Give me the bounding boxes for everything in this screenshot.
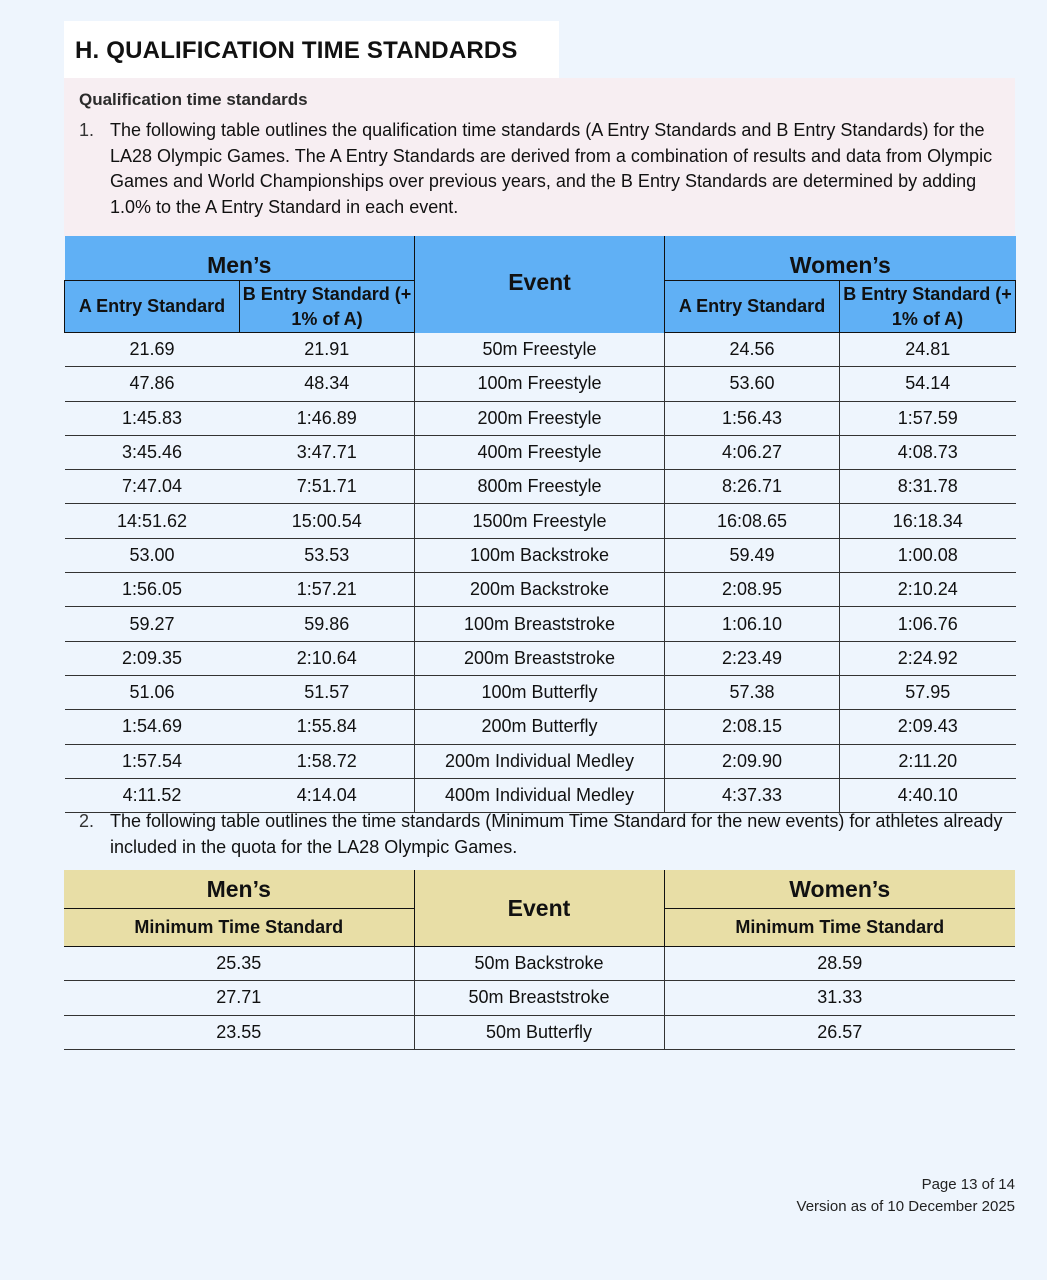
- men-min-header: Minimum Time Standard: [64, 909, 414, 947]
- men-b-entry-header: B Entry Standard (+ 1% of A): [240, 281, 415, 333]
- mens-header: Men’s: [65, 236, 415, 281]
- women-a-entry-cell: 59.49: [665, 538, 840, 572]
- men-b-entry-cell: 7:51.71: [240, 470, 415, 504]
- event-cell: 200m Freestyle: [415, 401, 665, 435]
- women-min-cell: 28.59: [664, 947, 1015, 981]
- women-b-entry-cell: 54.14: [840, 367, 1016, 401]
- women-a-entry-cell: 4:37.33: [665, 778, 840, 812]
- women-a-entry-cell: 2:23.49: [665, 641, 840, 675]
- event-cell: 100m Breaststroke: [415, 607, 665, 641]
- table-row: [65, 538, 1016, 572]
- men-a-entry-cell: 1:56.05: [65, 573, 240, 607]
- women-b-entry-cell: 1:57.59: [840, 401, 1016, 435]
- table-row: [65, 504, 1016, 538]
- women-b-entry-cell: 16:18.34: [840, 504, 1016, 538]
- table-row: [65, 607, 1016, 641]
- event-cell: 50m Butterfly: [414, 1015, 664, 1049]
- men-a-entry-cell: 3:45.46: [65, 435, 240, 469]
- men-b-entry-cell: 1:58.72: [240, 744, 415, 778]
- men-b-entry-cell: 59.86: [240, 607, 415, 641]
- table-row: [65, 367, 1016, 401]
- women-a-entry-cell: 16:08.65: [665, 504, 840, 538]
- minimum-time-standards-table: [64, 870, 1015, 1050]
- men-a-entry-cell: 1:54.69: [65, 710, 240, 744]
- women-a-entry-cell: 53.60: [665, 367, 840, 401]
- women-a-entry-cell: 4:06.27: [665, 435, 840, 469]
- women-a-entry-cell: 24.56: [665, 333, 840, 367]
- event-cell: 800m Freestyle: [415, 470, 665, 504]
- intro-block: [64, 78, 1015, 236]
- women-b-entry-cell: 57.95: [840, 675, 1016, 709]
- mens-header: Men’s: [64, 870, 414, 909]
- womens-header: Women’s: [665, 236, 1016, 281]
- women-a-entry-cell: 57.38: [665, 675, 840, 709]
- men-a-entry-cell: 7:47.04: [65, 470, 240, 504]
- men-a-entry-cell: 14:51.62: [65, 504, 240, 538]
- event-cell: 100m Backstroke: [415, 538, 665, 572]
- womens-header: Women’s: [664, 870, 1015, 909]
- event-cell: 50m Backstroke: [414, 947, 664, 981]
- women-a-entry-header: A Entry Standard: [665, 281, 840, 333]
- men-b-entry-cell: 4:14.04: [240, 778, 415, 812]
- men-a-entry-cell: 1:57.54: [65, 744, 240, 778]
- men-a-entry-cell: 59.27: [65, 607, 240, 641]
- men-a-entry-cell: 53.00: [65, 538, 240, 572]
- women-b-entry-cell: 1:00.08: [840, 538, 1016, 572]
- men-b-entry-cell: 51.57: [240, 675, 415, 709]
- qualification-standards-table: [64, 236, 1016, 813]
- event-header: Event: [415, 236, 665, 333]
- men-b-entry-cell: 48.34: [240, 367, 415, 401]
- women-b-entry-cell: 1:06.76: [840, 607, 1016, 641]
- men-a-entry-cell: 1:45.83: [65, 401, 240, 435]
- men-min-cell: 27.71: [64, 981, 414, 1015]
- women-min-header: Minimum Time Standard: [664, 909, 1015, 947]
- women-a-entry-cell: 2:08.15: [665, 710, 840, 744]
- event-cell: 200m Backstroke: [415, 573, 665, 607]
- table-row: [64, 981, 1015, 1015]
- women-min-cell: 31.33: [664, 981, 1015, 1015]
- women-b-entry-cell: 24.81: [840, 333, 1016, 367]
- men-a-entry-cell: 4:11.52: [65, 778, 240, 812]
- table-row: [65, 401, 1016, 435]
- table-row: [65, 744, 1016, 778]
- paragraph-1: [79, 118, 1000, 220]
- women-b-entry-header: B Entry Standard (+ 1% of A): [840, 281, 1016, 333]
- men-b-entry-cell: 53.53: [240, 538, 415, 572]
- men-b-entry-cell: 1:55.84: [240, 710, 415, 744]
- men-min-cell: 23.55: [64, 1015, 414, 1049]
- table-row: [65, 573, 1016, 607]
- event-cell: 200m Butterfly: [415, 710, 665, 744]
- men-a-entry-cell: 47.86: [65, 367, 240, 401]
- men-b-entry-cell: 3:47.71: [240, 435, 415, 469]
- women-a-entry-cell: 1:06.10: [665, 607, 840, 641]
- page-footer: [797, 1174, 1015, 1218]
- event-cell: 400m Individual Medley: [415, 778, 665, 812]
- table-row: [65, 641, 1016, 675]
- paragraph-number: 1.: [79, 120, 95, 140]
- paragraph-2: [79, 809, 1009, 860]
- women-b-entry-cell: 2:09.43: [840, 710, 1016, 744]
- event-cell: 100m Butterfly: [415, 675, 665, 709]
- women-b-entry-cell: 2:11.20: [840, 744, 1016, 778]
- men-a-entry-header: A Entry Standard: [65, 281, 240, 333]
- table-row: [65, 778, 1016, 812]
- men-b-entry-cell: 15:00.54: [240, 504, 415, 538]
- men-a-entry-cell: 21.69: [65, 333, 240, 367]
- women-b-entry-cell: 8:31.78: [840, 470, 1016, 504]
- men-b-entry-cell: 1:57.21: [240, 573, 415, 607]
- women-a-entry-cell: 2:09.90: [665, 744, 840, 778]
- subheading: Qualification time standards: [79, 90, 308, 109]
- men-a-entry-cell: 51.06: [65, 675, 240, 709]
- women-min-cell: 26.57: [664, 1015, 1015, 1049]
- men-b-entry-cell: 1:46.89: [240, 401, 415, 435]
- women-a-entry-cell: 1:56.43: [665, 401, 840, 435]
- men-a-entry-cell: 2:09.35: [65, 641, 240, 675]
- event-cell: 100m Freestyle: [415, 367, 665, 401]
- section-title: H. QUALIFICATION TIME STANDARDS: [64, 21, 559, 78]
- paragraph-number: 2.: [79, 811, 95, 831]
- page-number: Page 13 of 14: [921, 1176, 1015, 1193]
- paragraph-text: The following table outlines the time standards (Minimum Time Standard for the new events) for athletes already included in the quota for the LA28 Olympic Games.: [110, 811, 1003, 857]
- women-b-entry-cell: 4:08.73: [840, 435, 1016, 469]
- table-row: [65, 710, 1016, 744]
- event-header: Event: [414, 870, 664, 947]
- men-b-entry-cell: 2:10.64: [240, 641, 415, 675]
- event-cell: 1500m Freestyle: [415, 504, 665, 538]
- event-cell: 50m Breaststroke: [414, 981, 664, 1015]
- event-cell: 50m Freestyle: [415, 333, 665, 367]
- table-row: [65, 435, 1016, 469]
- version-date: Version as of 10 December 2025: [796, 1198, 1015, 1215]
- women-b-entry-cell: 2:24.92: [840, 641, 1016, 675]
- men-min-cell: 25.35: [64, 947, 414, 981]
- women-b-entry-cell: 2:10.24: [840, 573, 1016, 607]
- table-row: [64, 1015, 1015, 1049]
- event-cell: 200m Individual Medley: [415, 744, 665, 778]
- paragraph-text: The following table outlines the qualification time standards (A Entry Standards and B Entry Standards) for the LA28 Olympic Games. The A Entry Standards are derived from a combination of results and data from Olympic Games and World Championships over previous years, and the B Entry Standards are determined by adding 1.0% to the A Entry Standard in each event.: [110, 120, 993, 217]
- table-row: [65, 470, 1016, 504]
- event-cell: 200m Breaststroke: [415, 641, 665, 675]
- women-b-entry-cell: 4:40.10: [840, 778, 1016, 812]
- table-row: [65, 675, 1016, 709]
- table-row: [65, 333, 1016, 367]
- table-row: [64, 947, 1015, 981]
- men-b-entry-cell: 21.91: [240, 333, 415, 367]
- women-a-entry-cell: 2:08.95: [665, 573, 840, 607]
- women-a-entry-cell: 8:26.71: [665, 470, 840, 504]
- event-cell: 400m Freestyle: [415, 435, 665, 469]
